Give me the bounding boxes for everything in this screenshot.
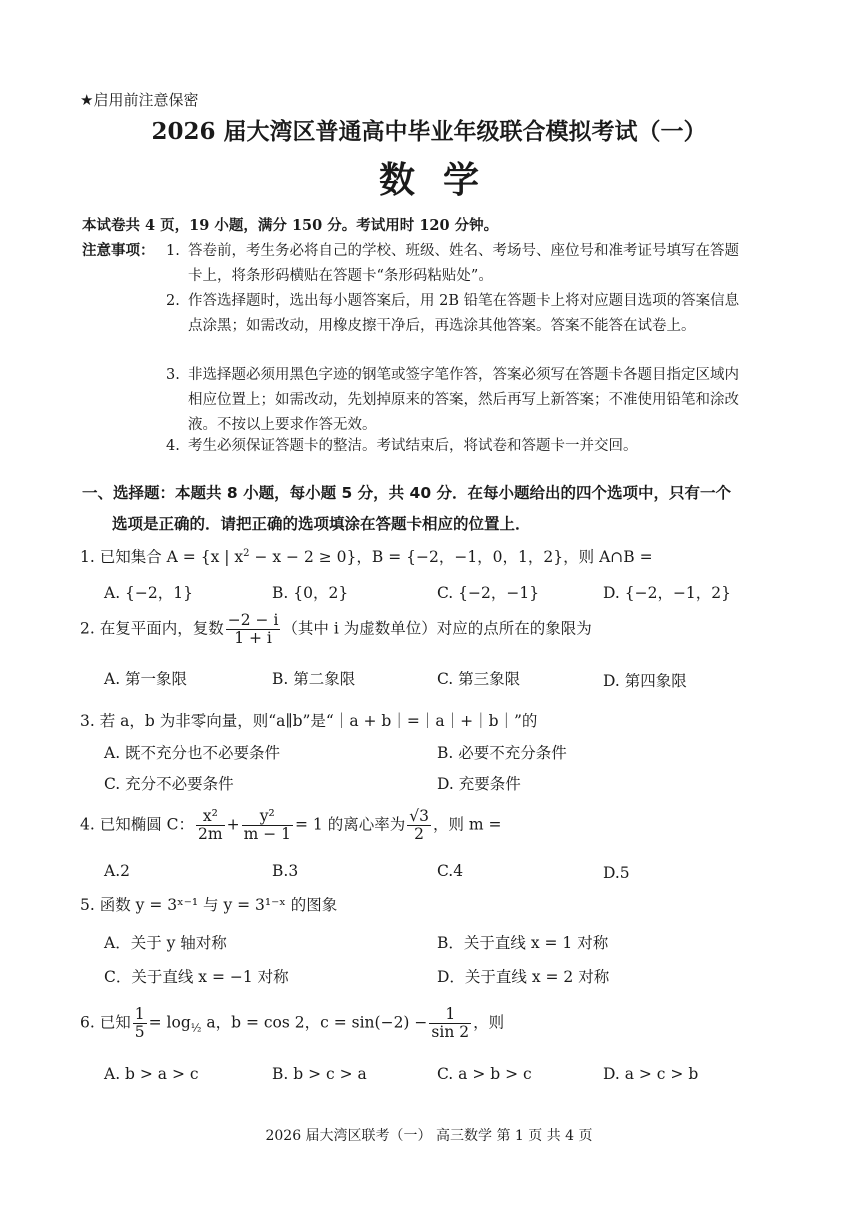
fraction-one-over-sin2: $\frac{1}{\sin 2}$ <box>431 1005 470 1041</box>
question-4: 4. 已知椭圆 C： $\frac{\text{x²}}{2m}$ + $\frac{\text{y²}}{m - 1}$ = 1 的离心率为 $\frac{√3}{2}$ ，则 m = <box>80 807 502 843</box>
question-number: 5. <box>80 896 95 914</box>
question-number: 3. <box>80 712 95 730</box>
note-text: 考生必须保证答题卡的整洁。考试结束后，将试卷和答题卡一并交回。 <box>188 438 638 454</box>
note-3 <box>166 363 744 438</box>
q3-option-d[interactable]: D. 充要条件 <box>437 775 521 793</box>
note-number: 2. <box>166 293 180 309</box>
eccentricity-fraction: $\frac{√3}{2}$ <box>409 807 429 843</box>
question-6: 6. 已知 $\frac{1}{5}$ = $\log_{\frac{1}{2}} a$，b = cos 2，c = sin(−2) − $\frac{1}{\sin 2}$ ，则 <box>80 1005 505 1041</box>
question-number: 2. <box>80 619 95 638</box>
subject-title: 数学 <box>378 159 507 201</box>
q6-option-c[interactable]: C. a > b > c <box>437 1065 532 1083</box>
q2-option-d[interactable]: D. 第四象限 <box>603 672 687 690</box>
q1-option-a[interactable]: A. {−2，1} <box>104 584 193 602</box>
q2-option-b[interactable]: B. 第二象限 <box>272 670 356 688</box>
q6-option-a[interactable]: A. b > a > c <box>104 1065 199 1083</box>
q3-option-a[interactable]: A. 既不充分也不必要条件 <box>104 744 281 762</box>
question-2: 2. 在复平面内，复数 $\frac{-2 - i}{1 + i}$ （其中 i 为虚数单位）对应的点所在的象限为 <box>80 611 592 647</box>
q4-option-d[interactable]: D.5 <box>603 864 630 882</box>
q4-option-c[interactable]: C.4 <box>437 862 464 880</box>
q5-option-c[interactable]: C．关于直线 x = −1 对称 <box>104 968 289 986</box>
question-1: 1. 已知集合 A = {x | $x^2 - x - 2 \ge 0$}，B = {−2，−1，0，1，2}，则 A∩B = <box>80 547 653 566</box>
q4-option-a[interactable]: A.2 <box>104 862 130 880</box>
q1-option-d[interactable]: D. {−2，−1，2} <box>603 584 732 602</box>
q3-option-c[interactable]: C. 充分不必要条件 <box>104 775 234 793</box>
note-1 <box>166 239 744 289</box>
q2-option-a[interactable]: A. 第一象限 <box>104 670 188 688</box>
notes-label: 注意事项： <box>82 242 155 259</box>
exam-info: 本试卷共 4 页，19 小题，满分 150 分。考试用时 120 分钟。 <box>82 217 499 234</box>
confidential-mark: ★启用前注意保密 <box>80 91 199 109</box>
q6-option-b[interactable]: B. b > c > a <box>272 1065 367 1083</box>
q1-option-b[interactable]: B. {0，2} <box>272 584 349 602</box>
section-heading: 一、选择题：本题共 8 小题，每小题 5 分，共 40 分．在每小题给出的四个选项中，只有一个 <box>82 484 732 502</box>
q5-option-b[interactable]: B．关于直线 x = 1 对称 <box>437 934 609 952</box>
q5-option-a[interactable]: A．关于 y 轴对称 <box>104 934 227 952</box>
q6-option-d[interactable]: D. a > c > b <box>603 1065 699 1083</box>
note-4 <box>166 434 744 459</box>
section-heading-cont: 选项是正确的．请把正确的选项填涂在答题卡相应的位置上． <box>112 515 531 533</box>
complex-fraction: $\frac{-2 - i}{1 + i}$ <box>227 611 279 647</box>
question-number: 6. <box>80 1013 95 1032</box>
question-number: 4. <box>80 815 95 834</box>
note-number: 4. <box>166 438 180 454</box>
fraction-one-fifth: $\frac{1}{5}$ <box>134 1005 145 1041</box>
question-number: 1. <box>80 548 95 566</box>
ellipse-term-x: $\frac{\text{x²}}{2m}$ <box>198 807 223 843</box>
note-number: 3. <box>166 367 180 383</box>
note-text: 作答选择题时，选出每小题答案后，用 2B 铅笔在答题卡上将对应题目选项的答案信息点涂黑；如需改动，用橡皮擦干净后，再选涂其他答案。答案不能答在试卷上。 <box>188 293 740 334</box>
note-text: 非选择题必须用黑色字迹的钢笔或签字笔作答，答案必须写在答题卡各题目指定区域内相应位置上；如需改动，先划掉原来的答案，然后再写上新答案；不准使用铅笔和涂改液。不按以上要求作答无效。 <box>188 367 739 433</box>
q1-option-c[interactable]: C. {−2，−1} <box>437 584 540 602</box>
q5-option-d[interactable]: D．关于直线 x = 2 对称 <box>437 968 610 986</box>
ellipse-term-y: $\frac{\text{y²}}{m - 1}$ <box>243 807 291 843</box>
q3-option-b[interactable]: B. 必要不充分条件 <box>437 744 567 762</box>
note-text: 答卷前，考生务必将自己的学校、班级、姓名、考场号、座位号和准考证号填写在答题卡上，将条形码横贴在答题卡“条形码粘贴处”。 <box>188 243 739 284</box>
note-2 <box>166 289 744 339</box>
q2-option-c[interactable]: C. 第三象限 <box>437 670 521 688</box>
exam-title: 2026 届大湾区普通高中毕业年级联合模拟考试（一） <box>151 118 707 145</box>
q4-option-b[interactable]: B.3 <box>272 862 299 880</box>
note-number: 1. <box>166 243 180 259</box>
question-3: 3. 若 a，b 为非零向量，则“a∥b”是“｜a + b｜=｜a｜+｜b｜”的 <box>80 712 538 730</box>
page-footer: 2026 届大湾区联考（一） 高三数学 第 1 页 共 4 页 <box>265 1128 593 1144</box>
question-5: 5. 函数 y = 3ˣ⁻¹ 与 y = 3¹⁻ˣ 的图象 <box>80 896 338 914</box>
